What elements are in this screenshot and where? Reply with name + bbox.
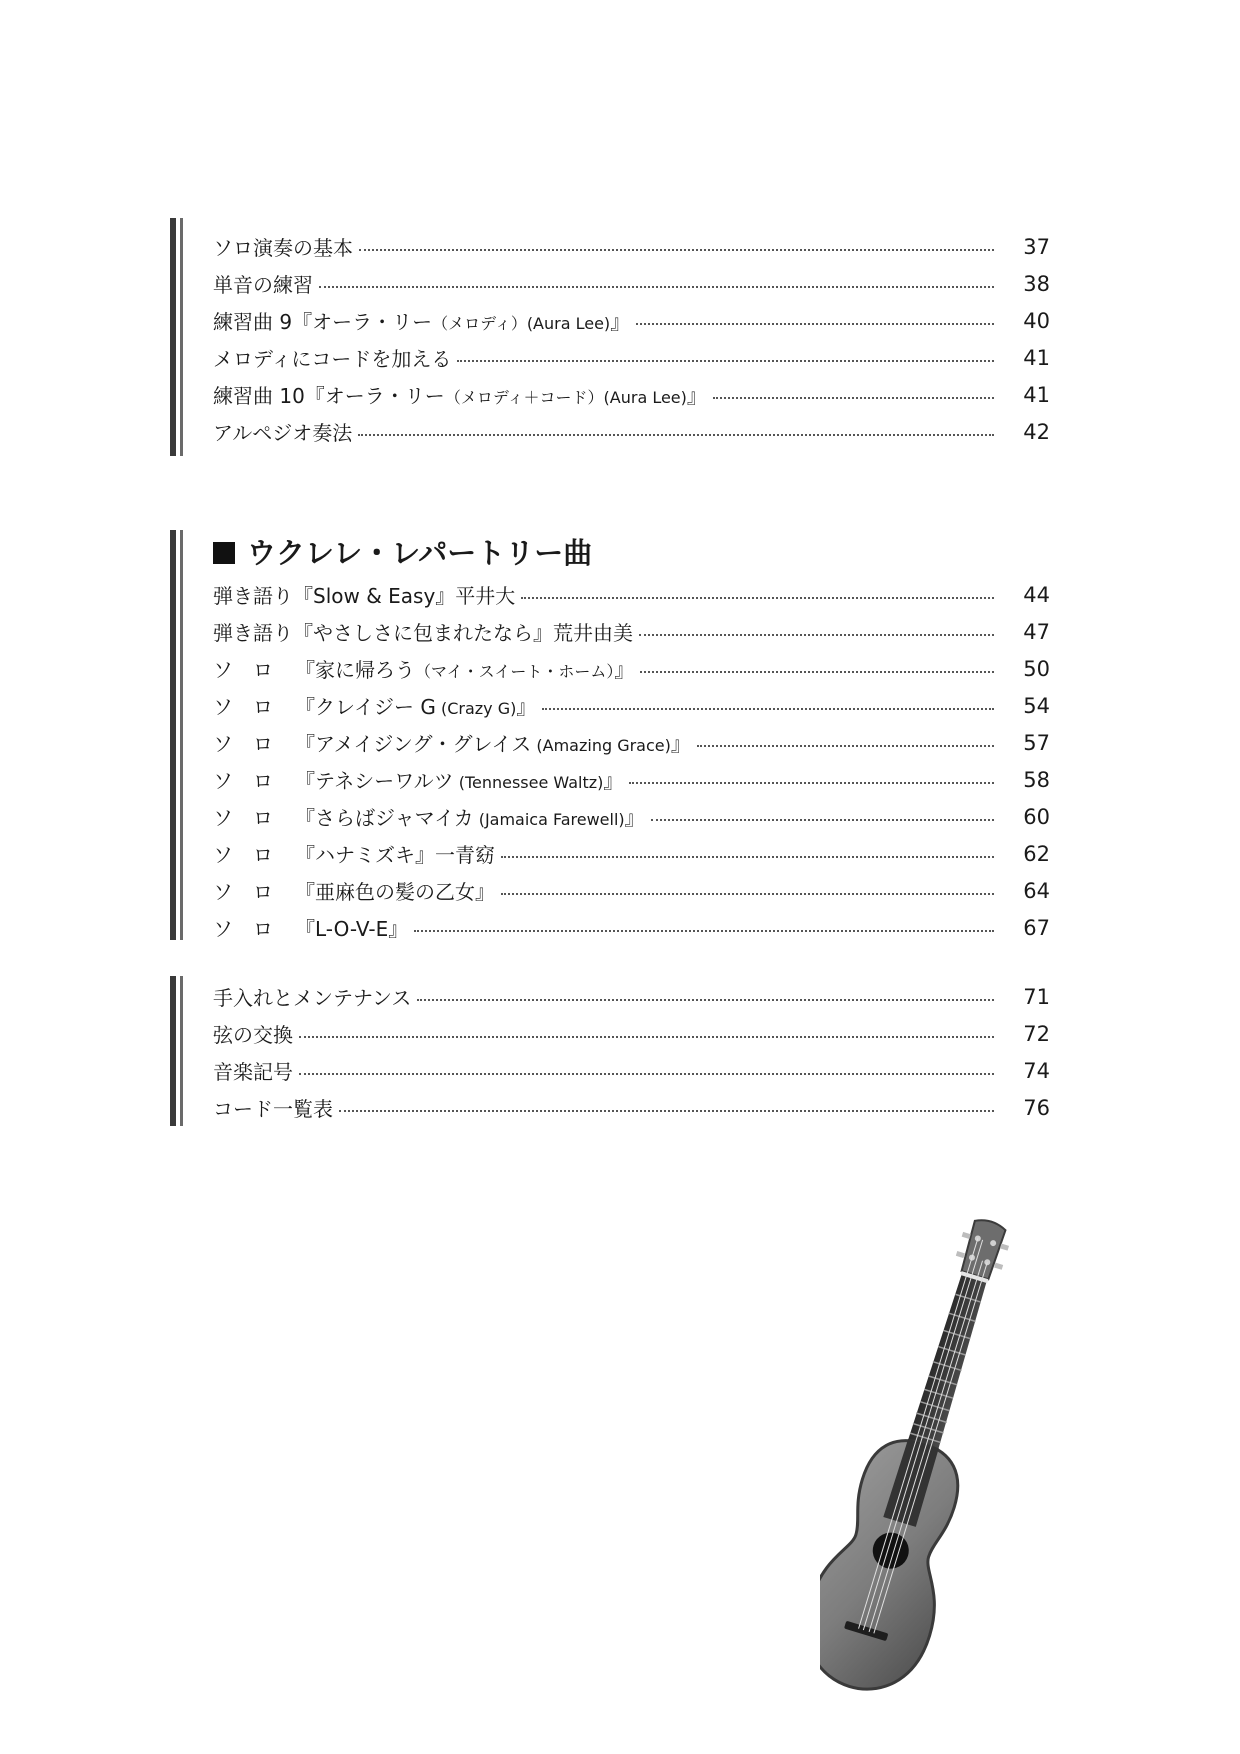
entry-title: 弾き語り『やさしさに包まれたなら』荒井由美 [213,621,633,645]
toc-entries [213,530,1050,946]
dot-leader [299,1073,994,1075]
dot-leader [640,671,994,673]
entry-title-sub: （メロディ＋コード）(Aura Lee) [444,388,687,407]
section-bar [170,530,176,940]
entry-title [213,876,495,905]
page-number: 40 [1023,308,1050,333]
entry-prefix: ソロ [213,806,293,830]
toc-entries [213,228,1050,450]
toc-entries [213,978,1050,1126]
ukulele-illustration [820,1205,1020,1705]
page-number: 54 [1023,693,1050,718]
entry-title: ソロ演奏の基本 [213,236,353,260]
entry-title [213,802,645,831]
page-number: 60 [1023,804,1050,829]
toc-entry[interactable] [213,376,1050,413]
page-number: 67 [1023,915,1050,940]
entry-title-main: 『ハナミズキ』一青窈 [295,843,495,867]
page-number: 41 [1023,345,1050,370]
entry-title-main: 練習曲 10『オーラ・リー [213,384,445,408]
dot-leader [636,323,994,325]
page-number: 64 [1023,878,1050,903]
page-number: 58 [1023,767,1050,792]
entry-title-main: 『テネシーワルツ [295,769,454,793]
toc-entry[interactable] [213,1015,1050,1052]
toc-entry[interactable] [213,413,1050,450]
section-bar-inner [180,218,183,456]
page-number: 57 [1023,730,1050,755]
dot-leader [542,708,994,710]
page-number: 37 [1023,234,1050,259]
page-number: 47 [1023,619,1050,644]
entry-title: 弾き語り『Slow & Easy』平井大 [213,584,516,608]
entry-title: コード一覧表 [213,1097,333,1121]
entry-title: アルペジオ奏法 [213,421,353,445]
entry-title: 単音の練習 [213,273,313,297]
entry-title-end: 』 [686,384,707,408]
toc-entry[interactable] [213,339,1050,376]
entry-prefix: ソロ [213,769,293,793]
entry-title-main: 練習曲 9『オーラ・リー [213,310,433,334]
toc-entry[interactable] [213,576,1050,613]
page-number: 42 [1023,419,1050,444]
dot-leader [359,249,994,251]
entry-title: 手入れとメンテナンス [213,986,412,1010]
toc-entry[interactable] [213,798,1050,835]
square-bullet-icon [213,542,235,564]
page-number: 38 [1023,271,1050,296]
dot-leader [417,999,994,1001]
entry-title [213,691,536,720]
entry-title-sub: (Amazing Grace) [531,736,671,755]
entry-title-sub: (Tennessee Waltz) [453,773,604,792]
entry-title-end: 』 [516,695,537,719]
dot-leader [339,1110,994,1112]
page-number: 76 [1023,1095,1050,1120]
toc-entry[interactable] [213,1052,1050,1089]
entry-title: メロディにコードを加える [213,347,452,371]
dot-leader [521,597,994,599]
dot-leader [457,360,994,362]
dot-leader [501,856,994,858]
toc-section-3 [170,976,1050,1126]
dot-leader [651,819,994,821]
toc-entry[interactable] [213,835,1050,872]
entry-title-end: 』 [624,806,645,830]
dot-leader [299,1036,994,1038]
section-bar [170,976,176,1126]
entry-title-main: 『L-O-V-E』 [295,917,409,941]
entry-title-end: 』 [603,769,624,793]
page-number: 74 [1023,1058,1050,1083]
page-number: 72 [1023,1021,1050,1046]
entry-prefix: ソロ [213,917,293,941]
toc-section-2 [170,530,1050,940]
dot-leader [501,893,994,895]
entry-title-end: 』 [614,658,635,682]
entry-title-sub: (Jamaica Farewell) [473,810,625,829]
entry-title-main: 『家に帰ろう [295,658,415,682]
section-bar-inner [180,530,183,940]
toc-entry[interactable] [213,724,1050,761]
dot-leader [697,745,994,747]
toc-entry[interactable] [213,761,1050,798]
page-number: 41 [1023,382,1050,407]
toc-entry[interactable] [213,302,1050,339]
entry-title [213,306,630,335]
entry-prefix: ソロ [213,843,293,867]
toc-entry[interactable] [213,909,1050,946]
entry-prefix: ソロ [213,658,293,682]
entry-title-main: 『さらばジャマイカ [295,806,474,830]
toc-entry[interactable] [213,978,1050,1015]
dot-leader [639,634,994,636]
section-bar [170,218,176,456]
entry-title-sub: (Crazy G) [435,699,517,718]
toc-entry[interactable] [213,265,1050,302]
page-number: 44 [1023,582,1050,607]
section-heading-text: ウクレレ・レパートリー曲 [247,536,593,570]
entry-title-main: 『クレイジー G [295,695,436,719]
toc-entry[interactable] [213,872,1050,909]
page-number: 62 [1023,841,1050,866]
entry-title [213,380,707,409]
entry-prefix: ソロ [213,695,293,719]
dot-leader [414,930,994,932]
toc-entry[interactable] [213,650,1050,687]
toc-section-1 [170,218,1050,456]
toc-entry[interactable] [213,1089,1050,1126]
entry-title-main: 『亜麻色の髪の乙女』 [295,880,495,904]
page-number: 50 [1023,656,1050,681]
toc-entry[interactable] [213,228,1050,265]
dot-leader [358,434,994,436]
entry-title [213,654,634,683]
page-number: 71 [1023,984,1050,1009]
dot-leader [629,782,994,784]
entry-title-main: 『アメイジング・グレイス [295,732,532,756]
entry-title [213,913,408,942]
dot-leader [713,397,994,399]
entry-title-sub: （メロディ）(Aura Lee) [432,314,611,333]
entry-title [213,839,495,868]
entry-title [213,728,691,757]
toc-entry[interactable] [213,613,1050,650]
entry-title-sub: （マイ・スイート・ホーム） [415,662,615,681]
dot-leader [319,286,994,288]
entry-prefix: ソロ [213,732,293,756]
entry-title: 音楽記号 [213,1060,293,1084]
entry-title [213,765,623,794]
entry-prefix: ソロ [213,880,293,904]
entry-title-end: 』 [610,310,631,334]
entry-title-end: 』 [670,732,691,756]
section-heading [213,530,1050,576]
section-bar-inner [180,976,183,1126]
entry-title: 弦の交換 [213,1023,293,1047]
toc-entry[interactable] [213,687,1050,724]
